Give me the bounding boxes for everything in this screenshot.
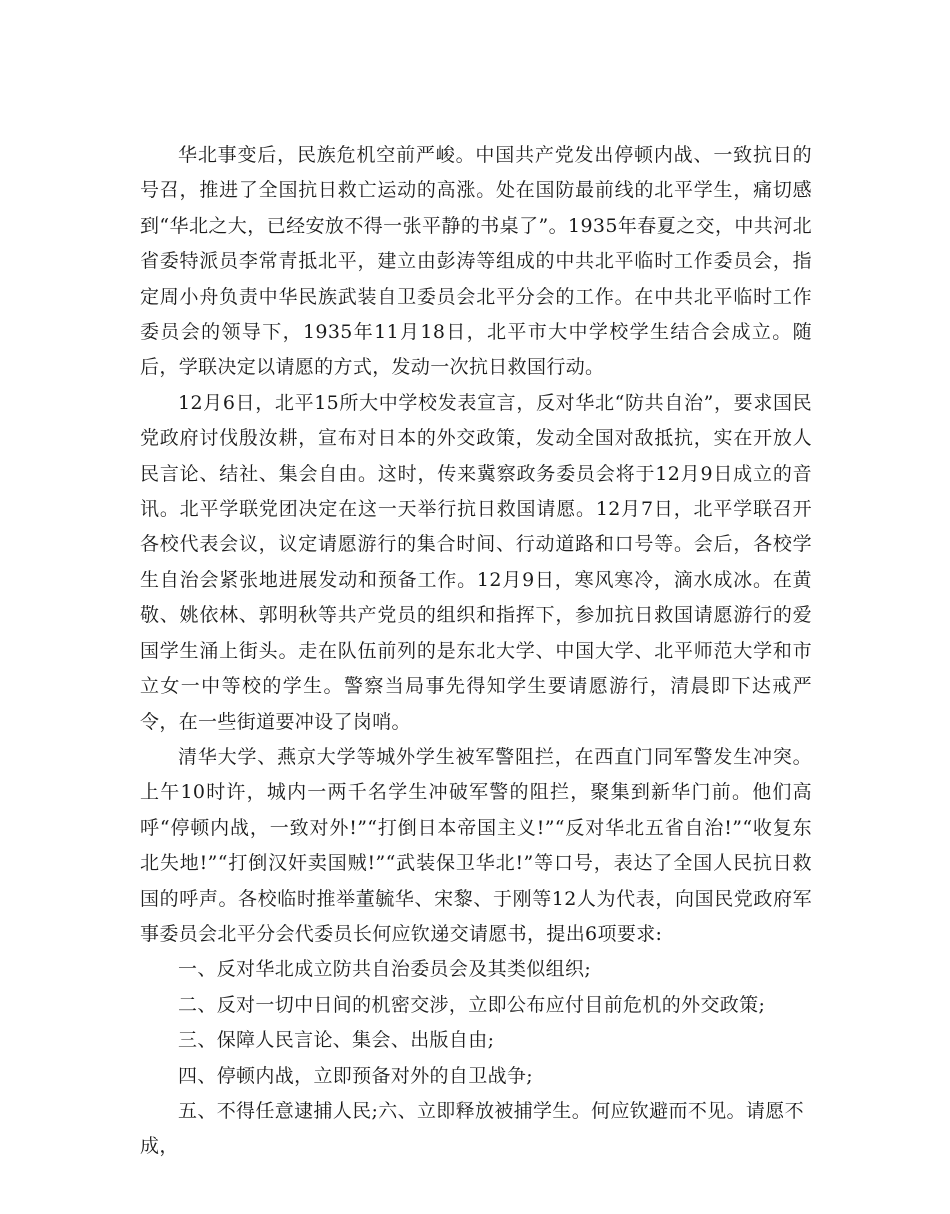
document-body [140, 138, 812, 1165]
demand-item-1: 一、反对华北成立防共自治委员会及其类似组织; [178, 958, 592, 981]
demand-item-4: 四、停顿内战，立即预备对外的自卫战争; [178, 1064, 534, 1087]
demand-item-3: 三、保障人民言论、集会、出版自由; [178, 1029, 495, 1052]
paragraph-3: 清华大学、燕京大学等城外学生被军警阻拦，在西直门同军警发生冲突。上午10时许，城内一两千名学生冲破军警的阻拦，聚集到新华门前。他们高呼“停顿内战，一致对外!”“打倒日本帝国主义!”“反对华北五省自治!”“收复东北失地!”“打倒汉奸卖国贼!”“武装保卫华北!”等口号，表达了全国人民抗日救国的呼声。各校临时推举董毓华、宋黎、于刚等12人为代表，向国民党政府军事委员会北平分会代委员长何应钦递交请愿书，提出6项要求: [140, 745, 812, 945]
demand-item-5: 五、不得任意逮捕人民;六、立即释放被捕学生。何应钦避而不见。请愿不成， [140, 1099, 804, 1158]
paragraph-1: 华北事变后，民族危机空前严峻。中国共产党发出停顿内战、一致抗日的号召，推进了全国抗日救亡运动的高涨。处在国防最前线的北平学生，痛切感到“华北之大，已经安放不得一张平静的书桌了”。1935年春夏之交，中共河北省委特派员李常青抵北平，建立由彭涛等组成的中共北平临时工作委员会，指定周小舟负责中华民族武装自卫委员会北平分会的工作。在中共北平临时工作委员会的领导下，1935年11月18日，北平市大中学校学生结合会成立。随后，学联决定以请愿的方式，发动一次抗日救国行动。 [140, 144, 812, 379]
paragraph-2: 12月6日，北平15所大中学校发表宣言，反对华北“防共自治”，要求国民党政府讨伐殷汝耕，宣布对日本的外交政策，发动全国对敌抵抗，实在开放人民言论、结社、集会自由。这时，传来冀察政务委员会将于12月9日成立的音讯。北平学联党团决定在这一天举行抗日救国请愿。12月7日，北平学联召开各校代表会议，议定请愿游行的集合时间、行动道路和口号等。会后，各校学生自治会紧张地进展发动和预备工作。12月9日，寒风寒冷，滴水成冰。在黄敬、姚依林、郭明秋等共产党员的组织和指挥下，参加抗日救国请愿游行的爱国学生涌上街头。走在队伍前列的是东北大学、中国大学、北平师范大学和市立女一中等校的学生。警察当局事先得知学生要请愿游行，清晨即下达戒严令，在一些街道要冲设了岗哨。 [140, 391, 812, 733]
demand-item-2: 二、反对一切中日间的机密交涉，立即公布应付目前危机的外交政策; [178, 993, 766, 1016]
